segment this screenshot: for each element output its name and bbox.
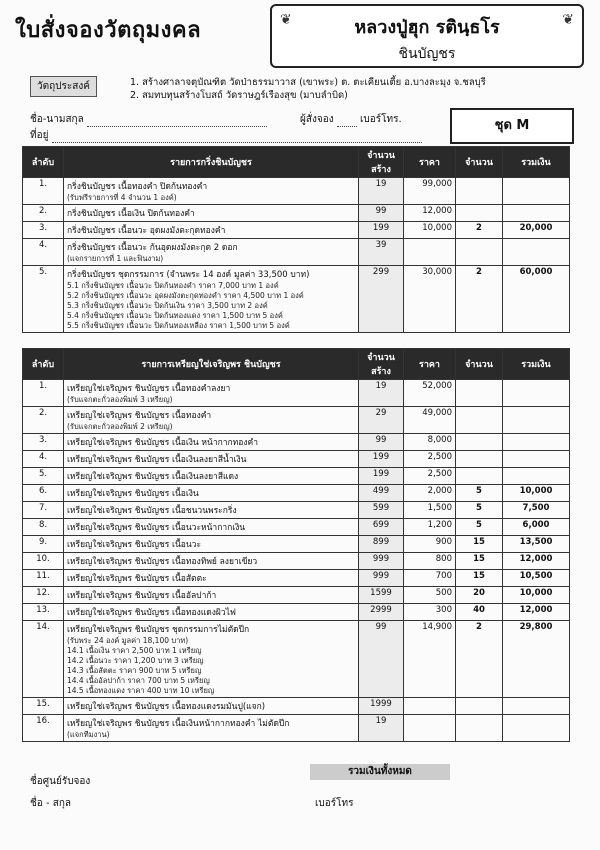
order-count-input[interactable] <box>456 205 503 222</box>
item-note: (แจกรายการที่ 1 และฟินงาม) <box>67 254 164 263</box>
item-cell <box>64 519 359 536</box>
item-name: เหรียญใช่เจริญพร ชินบัญชร เนื้อทองคำ <box>67 411 212 421</box>
column-header: รวมเงิน <box>503 349 570 380</box>
unit-price: 300 <box>404 604 456 621</box>
item-name: เหรียญใช่เจริญพร ชินบัญชร เนื้อเงิน <box>67 489 199 499</box>
item-cell <box>64 553 359 570</box>
banner-amulet-name: ชินบัญชร <box>398 46 456 62</box>
table-row <box>23 485 570 502</box>
row-total: 12,000 <box>503 553 570 570</box>
created-quantity: 1999 <box>359 698 404 715</box>
created-quantity: 199 <box>359 468 404 485</box>
row-number: 15. <box>23 698 64 715</box>
table-coin <box>22 348 570 742</box>
row-number: 16. <box>23 715 64 742</box>
item-note: 5.2 กริ่งชินบัญชร เนื้อนวะ อุดผงมังตะกุดทองคำ ราคา 4,500 บาท 1 องค์ <box>67 291 304 300</box>
item-name: เหรียญใช่เจริญพร ชินบัญชร เนื้อทองแดงผิวไฟ <box>67 608 236 618</box>
item-cell <box>64 451 359 468</box>
item-name: เหรียญใช่เจริญพร ชินบัญชร เนื้อเงินลงยาสีน้ำเงิน <box>67 455 247 465</box>
row-number: 3. <box>23 434 64 451</box>
table-row <box>23 519 570 536</box>
table-row <box>23 407 570 434</box>
item-note: (แจกทีมงาน) <box>67 730 110 739</box>
order-count-input[interactable]: 40 <box>456 604 503 621</box>
unit-price: 800 <box>404 553 456 570</box>
unit-price: 30,000 <box>404 266 456 333</box>
unit-price: 52,000 <box>404 380 456 407</box>
item-cell <box>64 502 359 519</box>
row-number: 3. <box>23 222 64 239</box>
objective-line-2: 2. สมทบทุนสร้างโบสถ์ วัดราษฎร์เรืองสุข (มาบลำบิด) <box>130 90 348 101</box>
unit-price: 2,500 <box>404 451 456 468</box>
row-number: 4. <box>23 451 64 468</box>
column-header: จำนวน <box>456 147 503 178</box>
item-name: เหรียญใช่เจริญพร ชินบัญชร ชุดกรรมการไม่ตัดปีก <box>67 625 250 635</box>
row-total <box>503 468 570 485</box>
order-count-input[interactable]: 5 <box>456 485 503 502</box>
item-name: เหรียญใช่เจริญพร ชินบัญชร เนื้อเงินหน้ากากทองคำ ไม่ตัดปีก <box>67 719 290 729</box>
unit-price: 700 <box>404 570 456 587</box>
row-number: 9. <box>23 536 64 553</box>
created-quantity: 499 <box>359 485 404 502</box>
item-cell <box>64 205 359 222</box>
item-note: 5.3 กริ่งชินบัญชร เนื้อนวะ ปิดก้นเงิน ราคา 3,500 บาท 2 องค์ <box>67 301 268 310</box>
created-quantity: 99 <box>359 621 404 698</box>
table-row <box>23 715 570 742</box>
banner-monk-name: หลวงปู่ฮุก รตินฺธโร <box>354 17 500 38</box>
row-total: 7,500 <box>503 502 570 519</box>
row-number: 7. <box>23 502 64 519</box>
objective-lines <box>130 76 486 102</box>
item-note: (รับแจกตะกั่วลองพิมพ์ 3 เหรียญ) <box>67 395 173 404</box>
row-number: 5. <box>23 266 64 333</box>
table-row <box>23 502 570 519</box>
table-row <box>23 536 570 553</box>
item-name: เหรียญใช่เจริญพร ชินบัญชร เนื้อทองทิพย์ ลงยาเขียว <box>67 557 258 567</box>
address-label: ที่อยู่ <box>30 130 49 141</box>
unit-price <box>404 698 456 715</box>
order-count-input[interactable]: 5 <box>456 502 503 519</box>
table-row <box>23 205 570 222</box>
table-row <box>23 587 570 604</box>
name-label: ชื่อ-นามสกุล <box>30 114 84 125</box>
table-row <box>23 222 570 239</box>
row-number: 8. <box>23 519 64 536</box>
row-number: 14. <box>23 621 64 698</box>
orderer-label: ผู้สั่งจอง <box>300 114 334 125</box>
item-note: 14.2 เนื้อนวะ ราคา 1,200 บาท 3 เหรียญ <box>67 656 204 665</box>
item-note: 5.5 กริ่งชินบัญชร เนื้อนวะ ปิดก้นทองเหลือง ราคา 1,500 บาท 5 องค์ <box>67 321 290 330</box>
order-count-input[interactable]: 15 <box>456 536 503 553</box>
column-header: รวมเงิน <box>503 147 570 178</box>
item-cell <box>64 604 359 621</box>
item-cell <box>64 621 359 698</box>
item-name: กริ่งชินบัญชร เนื้อนวะ ก้นอุดผงมังตะกุด 2 ดอก <box>67 243 238 253</box>
unit-price: 2,500 <box>404 468 456 485</box>
objective-label: วัตถุประสงค์ <box>30 76 97 97</box>
row-total <box>503 715 570 742</box>
created-quantity: 19 <box>359 380 404 407</box>
order-count-input[interactable]: 2 <box>456 621 503 698</box>
row-total: 10,000 <box>503 485 570 502</box>
row-number: 6. <box>23 485 64 502</box>
item-cell <box>64 239 359 266</box>
item-name: เหรียญใช่เจริญพร ชินบัญชร เนื้อนวะ <box>67 540 202 550</box>
created-quantity: 999 <box>359 570 404 587</box>
center-label: ชื่อศูนย์รับจอง <box>30 776 91 787</box>
orderer-field[interactable] <box>300 112 402 127</box>
unit-price: 2,000 <box>404 485 456 502</box>
order-count-input[interactable]: 2 <box>456 266 503 333</box>
table-row <box>23 266 570 333</box>
row-number: 2. <box>23 407 64 434</box>
temple-banner <box>270 4 584 68</box>
row-total <box>503 380 570 407</box>
order-count-input[interactable] <box>456 451 503 468</box>
item-cell <box>64 536 359 553</box>
unit-price: 12,000 <box>404 205 456 222</box>
phone-label: เบอร์โทร. <box>359 114 402 125</box>
item-cell <box>64 698 359 715</box>
item-name: เหรียญใช่เจริญพร ชินบัญชร เนื้อเงินลงยาสีแดง <box>67 472 239 482</box>
order-count-input[interactable] <box>456 407 503 434</box>
row-number: 10. <box>23 553 64 570</box>
column-header: จำนวน <box>456 349 503 380</box>
order-count-input[interactable] <box>456 178 503 205</box>
row-total: 60,000 <box>503 266 570 333</box>
row-total: 6,000 <box>503 519 570 536</box>
row-total: 13,500 <box>503 536 570 553</box>
item-name: เหรียญใช่เจริญพร ชินบัญชร เนื้อทองคำลงยา <box>67 384 231 394</box>
unit-price: 900 <box>404 536 456 553</box>
item-cell <box>64 485 359 502</box>
order-count-input[interactable]: 5 <box>456 519 503 536</box>
created-quantity: 599 <box>359 502 404 519</box>
item-note: 5.4 กริ่งชินบัญชร เนื้อนวะ ปิดก้นทองแดง ราคา 1,500 บาท 5 องค์ <box>67 311 283 320</box>
grand-total-label: รวมเงินทั้งหมด <box>310 764 450 780</box>
created-quantity: 29 <box>359 407 404 434</box>
row-number: 5. <box>23 468 64 485</box>
set-label-box: ชุด M <box>450 108 574 144</box>
row-total <box>503 407 570 434</box>
item-cell <box>64 380 359 407</box>
ornament-right-icon: ❦ <box>562 12 574 28</box>
row-number: 2. <box>23 205 64 222</box>
table-row <box>23 434 570 451</box>
column-header: ราคา <box>404 349 456 380</box>
table-row <box>23 604 570 621</box>
created-quantity: 699 <box>359 519 404 536</box>
order-count-input[interactable] <box>456 380 503 407</box>
order-count-input[interactable] <box>456 715 503 742</box>
order-count-input[interactable] <box>456 239 503 266</box>
signer-name-label: ชื่อ - สกุล <box>30 798 72 809</box>
row-number: 4. <box>23 239 64 266</box>
row-total: 29,800 <box>503 621 570 698</box>
item-name: เหรียญใช่เจริญพร ชินบัญชร เนื้อสัตตะ <box>67 574 207 584</box>
item-cell <box>64 434 359 451</box>
item-cell <box>64 266 359 333</box>
row-number: 11. <box>23 570 64 587</box>
address-field[interactable] <box>30 128 422 143</box>
created-quantity: 19 <box>359 715 404 742</box>
unit-price: 10,000 <box>404 222 456 239</box>
order-count-input[interactable]: 15 <box>456 553 503 570</box>
item-cell <box>64 407 359 434</box>
signer-phone-label: เบอร์โทร <box>315 798 354 809</box>
table-row <box>23 239 570 266</box>
created-quantity: 19 <box>359 178 404 205</box>
item-note: 14.3 เนื้อสัตตะ ราคา 900 บาท 5 เหรียญ <box>67 666 202 675</box>
item-name: กริ่งชินบัญชร เนื้อนวะ อุดผงมังตะกุดทองคำ <box>67 226 226 236</box>
item-note: 5.1 กริ่งชินบัญชร เนื้อนวะ ปิดก้นทองคำ ราคา 7,000 บาท 1 องค์ <box>67 281 279 290</box>
table-row <box>23 468 570 485</box>
created-quantity: 899 <box>359 536 404 553</box>
name-field[interactable] <box>30 112 267 127</box>
unit-price: 500 <box>404 587 456 604</box>
item-note: 14.1 เนื้อเงิน ราคา 2,500 บาท 1 เหรียญ <box>67 646 202 655</box>
order-count-input[interactable]: 15 <box>456 570 503 587</box>
table-row <box>23 178 570 205</box>
row-number: 13. <box>23 604 64 621</box>
column-header: จำนวนสร้าง <box>359 349 404 380</box>
row-total: 10,500 <box>503 570 570 587</box>
item-cell <box>64 570 359 587</box>
created-quantity: 39 <box>359 239 404 266</box>
item-cell <box>64 715 359 742</box>
column-header: ลำดับ <box>23 349 64 380</box>
unit-price: 1,200 <box>404 519 456 536</box>
item-note: (รับฟรีรายการที่ 4 จำนวน 1 องค์) <box>67 193 177 202</box>
item-cell <box>64 468 359 485</box>
row-total <box>503 451 570 468</box>
table-row <box>23 698 570 715</box>
created-quantity: 99 <box>359 434 404 451</box>
item-note: 14.4 เนื้ออัลปาก้า ราคา 700 บาท 5 เหรียญ <box>67 676 210 685</box>
row-number: 1. <box>23 178 64 205</box>
row-total: 12,000 <box>503 604 570 621</box>
ornament-left-icon: ❦ <box>280 12 292 28</box>
row-total <box>503 698 570 715</box>
center-field[interactable] <box>30 774 90 789</box>
row-total: 10,000 <box>503 587 570 604</box>
row-total <box>503 434 570 451</box>
created-quantity: 1599 <box>359 587 404 604</box>
item-cell <box>64 178 359 205</box>
order-count-input[interactable] <box>456 698 503 715</box>
unit-price: 8,000 <box>404 434 456 451</box>
row-number: 1. <box>23 380 64 407</box>
created-quantity: 999 <box>359 553 404 570</box>
created-quantity: 199 <box>359 222 404 239</box>
item-note: 14.5 เนื้อทองแดง ราคา 400 บาท 10 เหรียญ <box>67 686 215 695</box>
table-row <box>23 380 570 407</box>
created-quantity: 2999 <box>359 604 404 621</box>
column-header: รายการกริ่งชินบัญชร <box>64 147 359 178</box>
order-count-input[interactable] <box>456 468 503 485</box>
table-row <box>23 621 570 698</box>
item-note: (รับแจกตะกั่วลองพิมพ์ 2 เหรียญ) <box>67 422 173 431</box>
objective-line-1: 1. สร้างศาลาจตุบัณฑิต วัดป่าธรรมาวาส (เขาพระ) ต. ตะเคียนเตี้ย อ.บางละมุง จ.ชลบุรี <box>130 77 486 88</box>
unit-price <box>404 239 456 266</box>
signer-phone-field[interactable] <box>315 796 353 811</box>
column-header: จำนวนสร้าง <box>359 147 404 178</box>
table-row <box>23 553 570 570</box>
column-header: รายการเหรียญใช่เจริญพร ชินบัญชร <box>64 349 359 380</box>
unit-price <box>404 715 456 742</box>
item-name: เหรียญใช่เจริญพร ชินบัญชร เนื้อทองแดงรมมันปู(แจก) <box>67 702 266 712</box>
signer-name-field[interactable] <box>30 796 71 811</box>
order-count-input[interactable] <box>456 434 503 451</box>
item-name: เหรียญใช่เจริญพร ชินบัญชร เนื้อชนวนพระกริ่ง <box>67 506 237 516</box>
item-name: กริ่งชินบัญชร เนื้อเงิน ปิดก้นทองคำ <box>67 209 195 219</box>
order-count-input[interactable]: 20 <box>456 587 503 604</box>
created-quantity: 199 <box>359 451 404 468</box>
unit-price: 49,000 <box>404 407 456 434</box>
column-header: ราคา <box>404 147 456 178</box>
unit-price: 14,900 <box>404 621 456 698</box>
unit-price: 1,500 <box>404 502 456 519</box>
table-kring <box>22 146 570 333</box>
row-total: 20,000 <box>503 222 570 239</box>
item-name: กริ่งชินบัญชร ชุดกรรมการ (จำนพระ 14 องค์ มูลค่า 33,500 บาท) <box>67 270 310 280</box>
item-note: (รับพระ 24 องค์ มูลค่า 18,100 บาท) <box>67 636 189 645</box>
item-cell <box>64 222 359 239</box>
created-quantity: 299 <box>359 266 404 333</box>
row-number: 12. <box>23 587 64 604</box>
item-name: กริ่งชินบัญชร เนื้อทองคำ ปิดก้นทองคำ <box>67 182 208 192</box>
created-quantity: 99 <box>359 205 404 222</box>
form-title: ใบสั่งจองวัตถุมงคล <box>15 18 202 43</box>
row-total <box>503 178 570 205</box>
row-total <box>503 239 570 266</box>
table-row <box>23 570 570 587</box>
column-header: ลำดับ <box>23 147 64 178</box>
item-name: เหรียญใช่เจริญพร ชินบัญชร เนื้อนวะหน้ากากเงิน <box>67 523 246 533</box>
row-total <box>503 205 570 222</box>
item-cell <box>64 587 359 604</box>
item-name: เหรียญใช่เจริญพร ชินบัญชร เนื้ออัลปาก้า <box>67 591 217 601</box>
unit-price: 99,000 <box>404 178 456 205</box>
order-count-input[interactable]: 2 <box>456 222 503 239</box>
table-row <box>23 451 570 468</box>
item-name: เหรียญใช่เจริญพร ชินบัญชร เนื้อเงิน หน้ากากทองคำ <box>67 438 258 448</box>
